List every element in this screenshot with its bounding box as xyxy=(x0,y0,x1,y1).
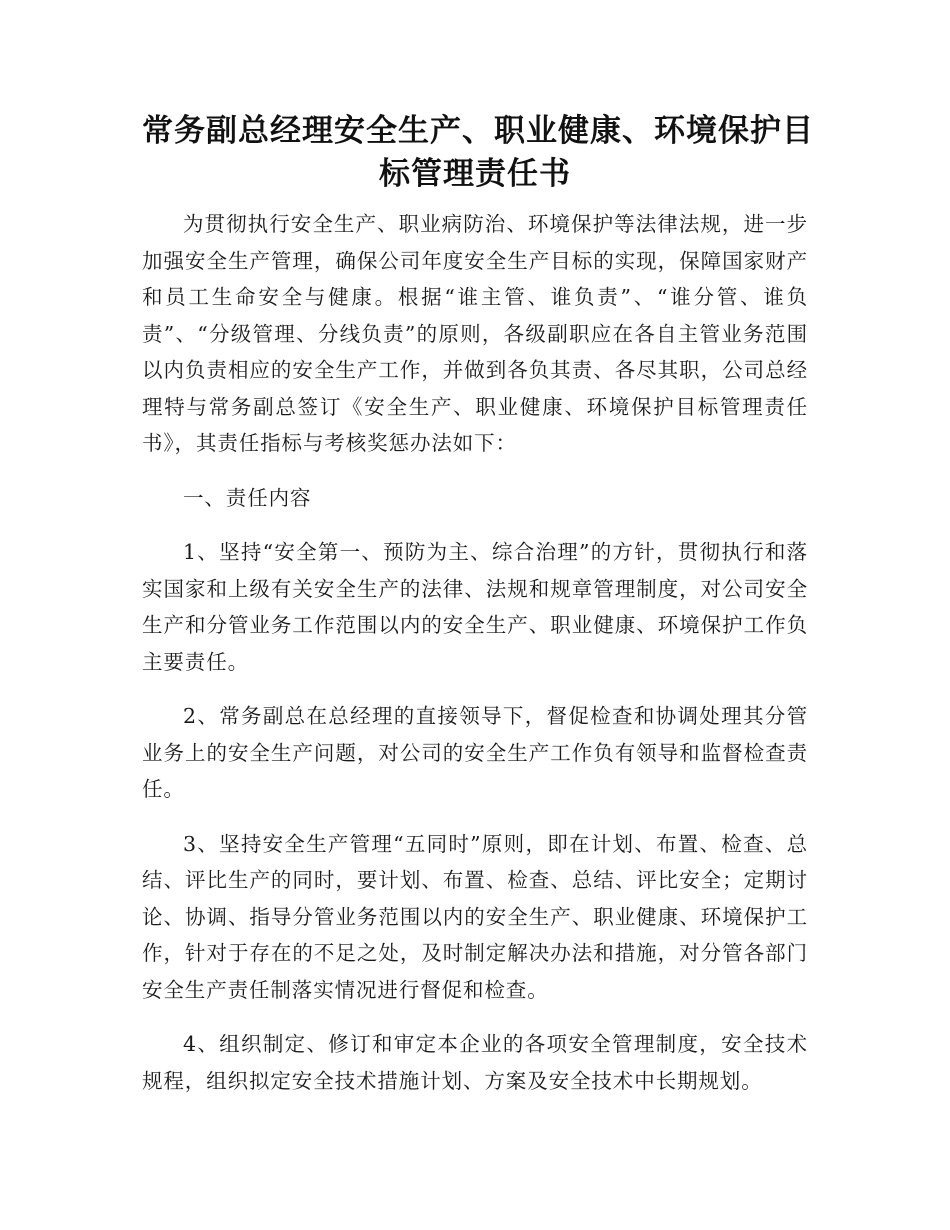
intro-paragraph: 为贯彻执行安全生产、职业病防治、环境保护等法律法规，进一步加强安全生产管理，确保公司年度安全生产目标的实现，保障国家财产和员工生命安全与健康。根据“谁主管、谁负责”、“谁分管、谁负责”、“分级管理、分线负责”的原则，各级副职应在各自主管业务范围以内负责相应的安全生产工作，并做到各负其责、各尽其职，公司总经理特与常务副总签订《安全生产、职业健康、环境保护目标管理责任书》，其责任指标与考核奖惩办法如下： xyxy=(142,212,808,455)
responsibility-item-3: 3、坚持安全生产管理“五同时”原则，即在计划、布置、检查、总结、评比生产的同时，要计划、布置、检查、总结、评比安全；定期讨论、协调、指导分管业务范围以内的安全生产、职业健康、环境保护工作，针对于存在的不足之处，及时制定解决办法和措施，对分管各部门安全生产责任制落实情况进行督促和检查。 xyxy=(142,831,808,1002)
section-heading-responsibilities: 一、责任内容 xyxy=(183,485,312,510)
title-line-1: 常务副总经理安全生产、职业健康、环境保护目 xyxy=(142,113,814,149)
responsibility-item-1: 1、坚持“安全第一、预防为主、综合治理”的方针，贯彻执行和落实国家和上级有关安全生产的法律、法规和规章管理制度，对公司安全生产和分管业务工作范围以内的安全生产、职业健康、环境保护工作负主要责任。 xyxy=(142,540,808,674)
responsibility-item-4: 4、组织制定、修订和审定本企业的各项安全管理制度，安全技术规程，组织拟定安全技术措施计划、方案及安全技术中长期规划。 xyxy=(142,1032,808,1093)
document-title xyxy=(142,110,814,196)
document-page xyxy=(142,110,814,1099)
title-line-2: 标管理责任书 xyxy=(379,156,571,192)
responsibility-item-2: 2、常务副总在总经理的直接领导下，督促检查和协调处理其分管业务上的安全生产问题，对公司的安全生产工作负有领导和监督检查责任。 xyxy=(142,704,808,801)
